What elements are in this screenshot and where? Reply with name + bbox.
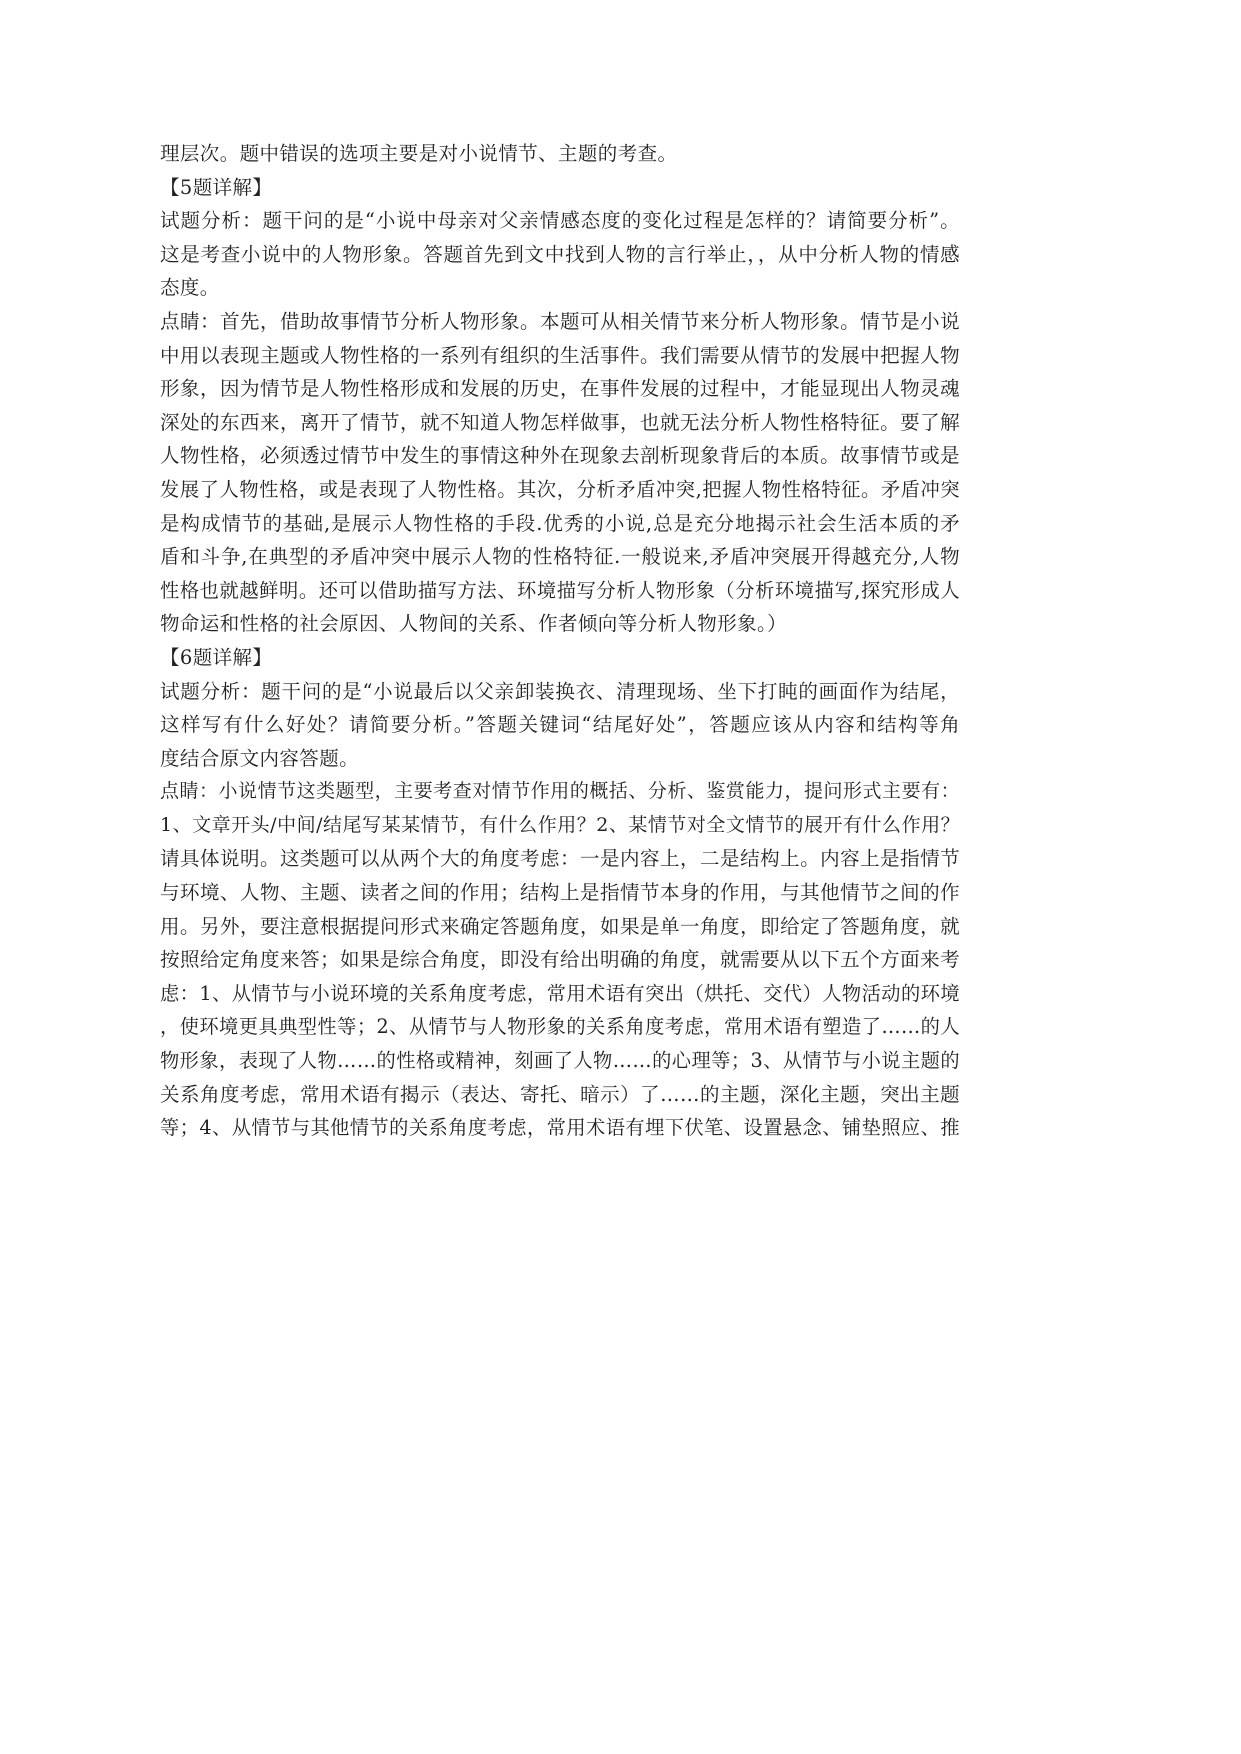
body-line: 用。另外，要注意根据提问形式来确定答题角度，如果是单一角度，即给定了答题角度，就 <box>160 914 960 938</box>
body-line: 这是考查小说中的人物形象。答题首先到文中找到人物的言行举止，，从中分析人物的情感 <box>160 242 960 266</box>
body-line: 性格也就越鲜明。还可以借助描写方法、环境描写分析人物形象（分析环境描写,探究形成人 <box>160 578 960 602</box>
body-line: 试题分析：题干问的是“小说中母亲对父亲情感态度的变化过程是怎样的？请简要分析”。 <box>160 209 960 233</box>
body-line: 1、文章开头/中间/结尾写某某情节，有什么作用？2、某情节对全文情节的展开有什么作用？ <box>160 813 960 836</box>
body-line: 请具体说明。这类题可以从两个大的角度考虑：一是内容上，二是结构上。内容上是指情节 <box>160 847 960 871</box>
body-line: 理层次。题中错误的选项主要是对小说情节、主题的考查。 <box>160 142 678 165</box>
body-line: 度结合原文内容答题。 <box>160 746 360 770</box>
body-line: 试题分析：题干问的是“小说最后以父亲卸装换衣、清理现场、坐下打盹的画面作为结尾， <box>160 679 960 703</box>
body-line: ，使环境更具典型性等；2、从情节与人物形象的关系角度考虑，常用术语有塑造了……的人 <box>160 1015 960 1039</box>
body-line: 形象，因为情节是人物性格形成和发展的历史，在事件发展的过程中，才能显现出人物灵魂 <box>160 377 960 401</box>
body-line: 中用以表现主题或人物性格的一系列有组织的生活事件。我们需要从情节的发展中把握人物 <box>160 343 960 367</box>
body-line: 人物性格，必须透过情节中发生的事情这种外在现象去剖析现象背后的本质。故事情节或是 <box>160 444 960 468</box>
body-line: 是构成情节的基础,是展示人物性格的手段.优秀的小说,总是充分地揭示社会生活本质的矛 <box>160 511 960 535</box>
body-line: 等；4、从情节与其他情节的关系角度考虑，常用术语有埋下伏笔、设置悬念、铺垫照应、推 <box>160 1116 960 1140</box>
body-line: 态度。 <box>160 276 220 300</box>
body-line: 发展了人物性格，或是表现了人物性格。其次，分析矛盾冲突,把握人物性格特征。矛盾冲突 <box>160 477 960 501</box>
section-heading: 【5题详解】 <box>160 175 273 199</box>
body-line: 物命运和性格的社会原因、人物间的关系、作者倾向等分析人物形象。） <box>160 612 788 636</box>
document-body <box>160 137 960 1145</box>
body-line: 盾和斗争,在典型的矛盾冲突中展示人物的性格特征.一般说来,矛盾冲突展开得越充分,人物 <box>160 545 960 569</box>
body-line: 点睛：首先，借助故事情节分析人物形象。本题可从相关情节来分析人物形象。情节是小说 <box>160 309 960 333</box>
body-line: 按照给定角度来答；如果是综合角度，即没有给出明确的角度，就需要从以下五个方面来考 <box>160 948 960 972</box>
body-line: 与环境、人物、主题、读者之间的作用；结构上是指情节本身的作用，与其他情节之间的作 <box>160 881 960 905</box>
body-line: 虑：1、从情节与小说环境的关系角度考虑，常用术语有突出（烘托、交代）人物活动的环境 <box>160 981 960 1005</box>
section-heading: 【6题详解】 <box>160 645 273 669</box>
body-line: 关系角度考虑，常用术语有揭示（表达、寄托、暗示）了……的主题，深化主题，突出主题 <box>160 1082 960 1106</box>
body-line: 物形象，表现了人物……的性格或精神，刻画了人物……的心理等；3、从情节与小说主题的 <box>160 1049 960 1073</box>
body-line: 这样写有什么好处？请简要分析。”答题关键词“结尾好处”，答题应该从内容和结构等角 <box>160 713 960 737</box>
body-line: 点睛：小说情节这类题型，主要考查对情节作用的概括、分析、鉴赏能力，提问形式主要有： <box>160 780 960 803</box>
body-line: 深处的东西来，离开了情节，就不知道人物怎样做事，也就无法分析人物性格特征。要了解 <box>160 410 960 434</box>
